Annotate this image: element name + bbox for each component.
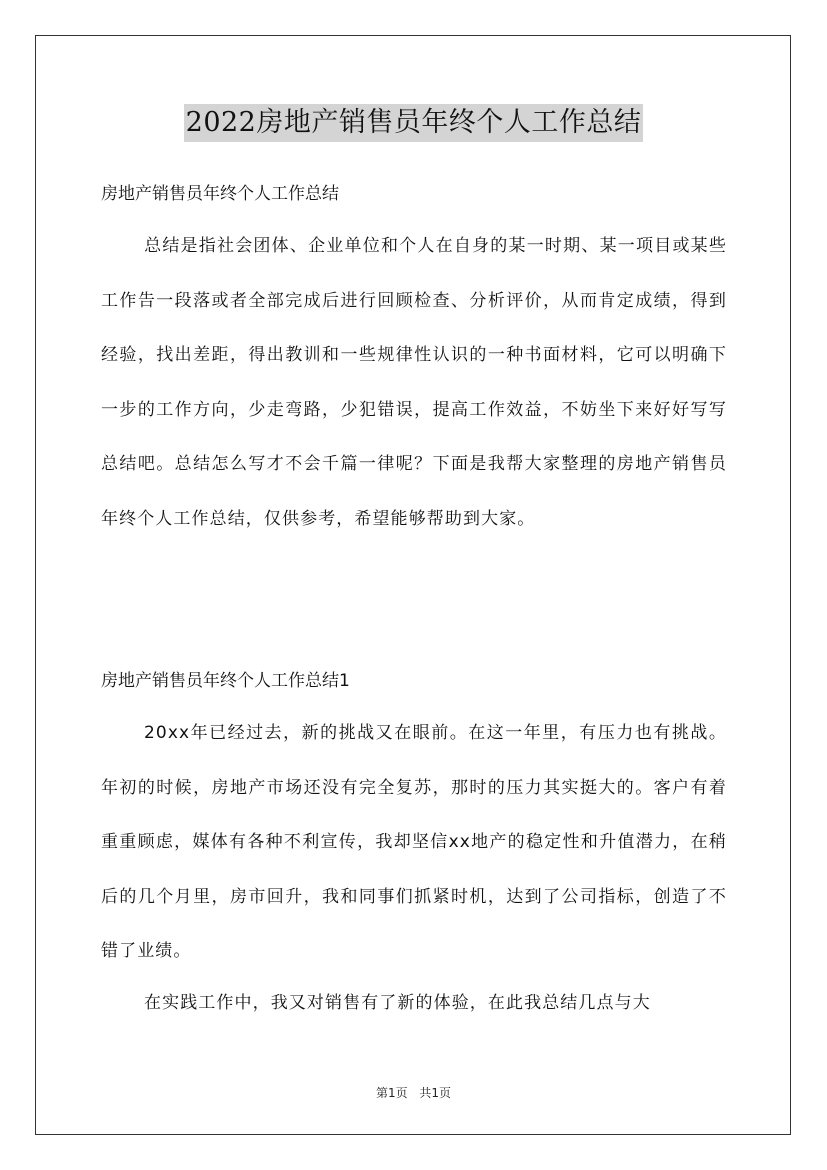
intro-paragraph [101,219,727,603]
title-wrap [0,104,827,142]
document-title: 2022房地产销售员年终个人工作总结 [184,104,644,142]
section1-paragraph-2-text: 在实践工作中，我又对销售有了新的体验，在此我总结几点与大 [144,993,651,1013]
intro-text: 总结是指社会团体、企业单位和个人在自身的某一时期、某一项目或某些工作告一段落或者全部完成后进行回顾检查、分析评价，从而肯定成绩，得到经验，找出差距，得出教训和一些规律性认识的一种书面材料，它可以明确下一步的工作方向，少走弯路，少犯错误，提高工作效益，不妨坐下来好好写写总结吧。总结怎么写才不会千篇一律呢？下面是我帮大家整理的房地产销售员年终个人工作总结，仅供参考，希望能够帮助到大家。 [101,236,727,529]
page-footer [0,1084,827,1101]
section1-paragraph-2 [101,976,727,1032]
section1-paragraph-1 [101,706,727,981]
page-total: 共1页 [419,1086,452,1100]
section1-heading: 房地产销售员年终个人工作总结1 [101,671,350,691]
document-subtitle: 房地产销售员年终个人工作总结 [101,184,339,204]
page-number: 第1页 [375,1086,408,1100]
section1-paragraph-1-text: 20xx年已经过去，新的挑战又在眼前。在这一年里，有压力也有挑战。年初的时候，房地产市场还没有完全复苏，那时的压力其实挺大的。客户有着重重顾虑，媒体有各种不利宣传，我却坚信xx地产的稳定性和升值潜力，在稍后的几个月里，房市回升，我和同事们抓紧时机，达到了公司指标，创造了不错了业绩。 [101,723,727,961]
